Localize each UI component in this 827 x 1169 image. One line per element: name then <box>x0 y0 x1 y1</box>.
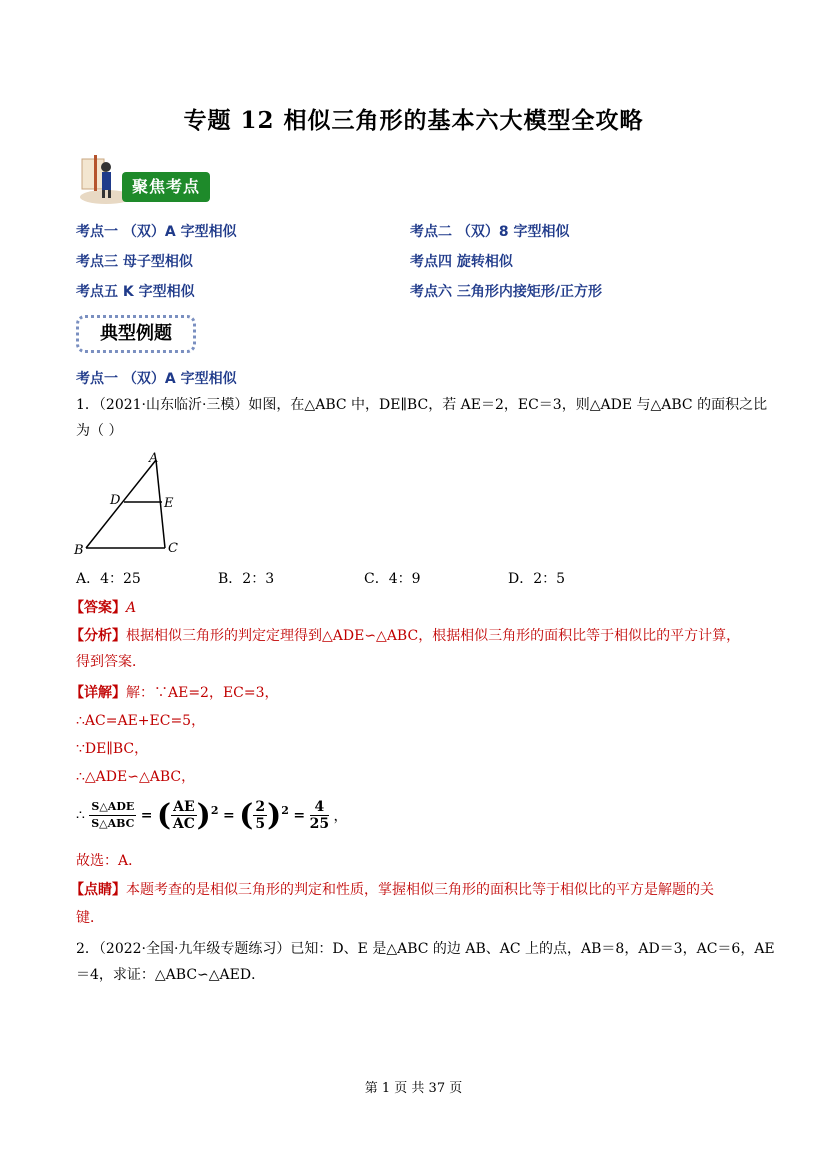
kaodian-2: 考点二 （双）8 字型相似 <box>410 224 570 240</box>
analysis-tag: 【分析】 <box>70 628 126 644</box>
detail-line2: ∴AC=AE+EC=5， <box>76 713 206 729</box>
q1-stem-line1: 1．（2021·山东临沂·三模）如图，在△ABC 中，DE∥BC，若 AE＝2，EC＝3，则△ADE 与△ABC 的面积之比 <box>76 397 768 413</box>
q1-stem-line2: 为（ ） <box>76 423 123 439</box>
choice-a: A．4：25 <box>76 571 141 587</box>
formula-mid-den: AC <box>172 816 195 832</box>
formula-ratio <box>253 799 267 832</box>
formula-result <box>310 799 329 832</box>
comment-text-1: 本题考查的是相似三角形的判定和性质，掌握相似三角形的面积比等于相似比的平方是解题的关 <box>126 882 714 898</box>
formula-lhs <box>89 799 136 832</box>
formula-result-den: 25 <box>309 816 330 832</box>
kaodian-1: 考点一 （双）A 字型相似 <box>76 224 237 240</box>
detail-text-1: 解：∵AE=2，EC=3， <box>126 685 279 701</box>
choice-d: D．2：5 <box>508 571 566 587</box>
detail-line1 <box>70 682 279 702</box>
page-footer: 第 1 页 共 37 页 <box>364 1081 463 1096</box>
detail-tag: 【详解】 <box>70 685 126 701</box>
focus-badge-label: 聚焦考点 <box>122 172 210 202</box>
analysis-line1 <box>70 625 740 645</box>
answer-tag: 【答案】 <box>70 600 126 616</box>
analysis-line2: 得到答案． <box>76 654 146 670</box>
q2-stem-line2: ＝4，求证：△ABC∽△AED． <box>76 967 266 983</box>
figure-label-a: A <box>149 451 159 466</box>
section-heading: 考点一 （双）A 字型相似 <box>76 371 237 387</box>
formula-lhs-den: S△ABC <box>91 817 135 830</box>
formula-eq2: = <box>222 807 235 824</box>
q2-stem-line1: 2．（2022·全国·九年级专题练习）已知：D、E 是△ABC 的边 AB、AC 上的点，AB＝8，AD＝3，AC＝6，AE <box>76 941 775 957</box>
area-ratio-formula: ∴ $\frac{\text{S△ADE}}{\text{S△ABC}}$ = ( $\frac{AE}{AC}$ )$^2$ = ( $\frac{2}{5}$ )$^2$ = $\frac{4}{25}$ ， <box>76 798 348 833</box>
formula-mid <box>171 799 197 832</box>
figure-label-c: C <box>168 541 178 556</box>
detail-line4: ∴△ADE∽△ABC， <box>76 769 196 785</box>
answer-value: A <box>126 600 137 616</box>
formula-exp-2: 2 <box>281 803 289 817</box>
formula-ratio-num: 2 <box>255 799 266 815</box>
formula-mid-num: AE <box>173 799 195 815</box>
figure-label-e: E <box>164 496 174 511</box>
formula-tail: ， <box>333 808 348 825</box>
comment-line1 <box>70 879 714 899</box>
select-line: 故选：A． <box>76 853 143 869</box>
formula-result-num: 4 <box>310 799 329 816</box>
formula-eq1: = <box>140 807 153 824</box>
choice-c: C．4：9 <box>364 571 421 587</box>
comment-line2: 键． <box>76 910 104 926</box>
kaodian-3: 考点三 母子型相似 <box>76 254 193 270</box>
formula-eq3: = <box>293 807 306 824</box>
detail-line3: ∵DE∥BC， <box>76 741 149 757</box>
answer-line <box>70 597 136 617</box>
analysis-text-1: 根据相似三角形的判定定理得到△ADE∽△ABC，根据相似三角形的面积比等于相似比的平方计算， <box>126 628 741 644</box>
kaodian-5: 考点五 K 字型相似 <box>76 284 195 300</box>
formula-exp-1: 2 <box>210 803 219 817</box>
figure-label-d: D <box>110 493 121 508</box>
kaodian-4: 考点四 旋转相似 <box>410 254 513 270</box>
triangle-figure <box>72 450 192 560</box>
figure-label-b: B <box>74 543 84 558</box>
kaodian-6: 考点六 三角形内接矩形/正方形 <box>410 284 602 300</box>
comment-tag: 【点睛】 <box>70 882 126 898</box>
formula-ratio-den: 5 <box>255 816 266 832</box>
focus-badge <box>76 153 212 205</box>
formula-therefore: ∴ <box>76 807 85 824</box>
formula-lhs-num: S△ADE <box>89 799 136 816</box>
example-label: 典型例题 <box>76 315 196 353</box>
page-title: 专题 12 相似三角形的基本六大模型全攻略 <box>183 107 644 134</box>
choice-b: B．2：3 <box>218 571 275 587</box>
